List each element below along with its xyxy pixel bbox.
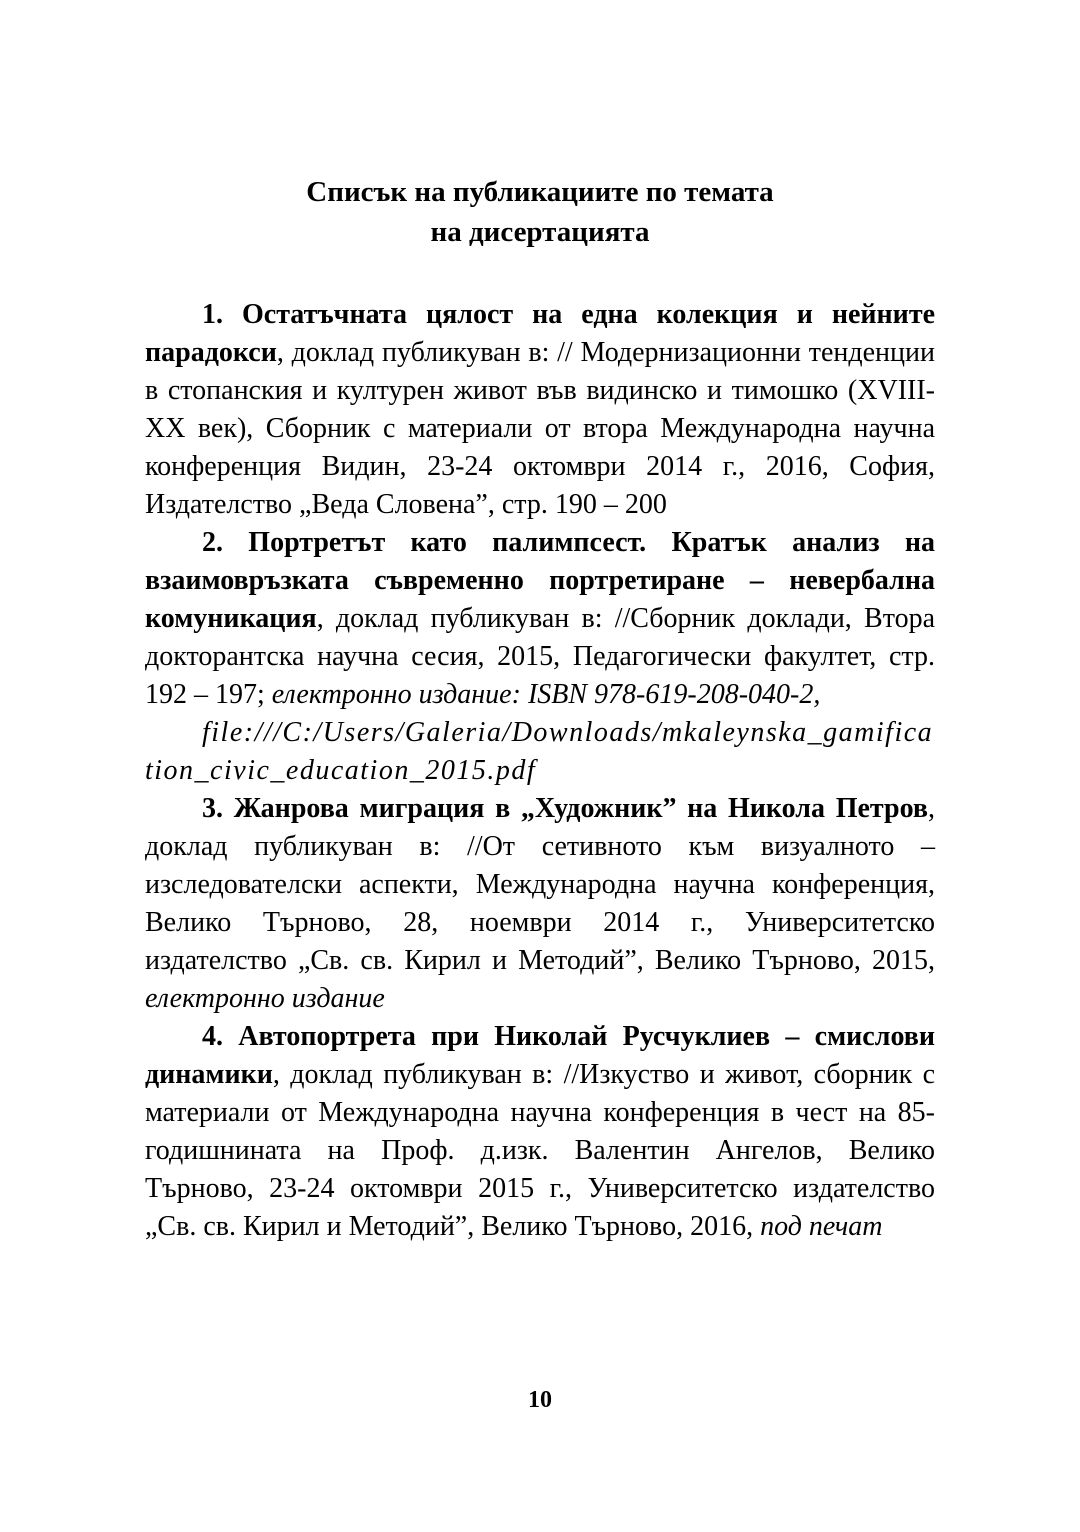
publication-2-file-path — [145, 714, 935, 790]
publication-1-details: , доклад публикуван в: // Модернизационни тенденции в стопанския и културен живот във видинско и тимошко (XVIII-XX век), Сборник с материали от втора Международна научна конференция Видин, 23-24 октомври 2014 г., 2016, София, Издателство „Веда Словена”, стр. 190 – 200 — [145, 337, 935, 520]
publication-4-print-note: под печат — [760, 1211, 883, 1242]
page-title — [145, 172, 935, 252]
publications-list — [145, 296, 935, 1246]
publication-1-title: 1. Остатъчната цялост на една колекция и нейните парадокси — [145, 299, 935, 368]
publication-3-edition-note: електронно издание — [145, 983, 385, 1014]
page-title-line-2: на дисертацията — [430, 216, 650, 248]
page-title-line-1: Списък на публикациите по темата — [306, 176, 774, 208]
publication-4-title: 4. Автопортрета при Николай Русчуклиев – смислови динамики — [145, 1021, 935, 1090]
file-path-text: file:///C:/Users/Galeria/Downloads/mkaleynska_gamification_civic_education_2015.pdf — [145, 717, 934, 786]
publication-3-details: , доклад публикуван в: //От сетивното към визуалното – изследователски аспекти, Международна научна конференция, Велико Търново, 28, ноември 2014 г., Университетско издателство „Св. св. Кирил и Методий”, Велико Търново, 2015, — [145, 793, 935, 976]
page-number: 10 — [528, 1387, 552, 1413]
publication-2-title: 2. Портретът като палимпсест. Кратък анализ на взаимовръзката съвременно портретиране – невербална комуникация — [145, 527, 935, 634]
publication-3-title: 3. Жанрова миграция в „Художник” на Никола Петров — [202, 793, 928, 824]
publication-4-details: , доклад публикуван в: //Изкуство и живот, сборник с материали от Международна научна конференция в чест на 85-годишнината на Проф. д.изк. Валентин Ангелов, Велико Търново, 23-24 октомври 2015 г., Университетско издателство „Св. св. Кирил и Методий”, Велико Търново, 2016, — [145, 1059, 935, 1242]
publication-item-1 — [145, 296, 935, 524]
publication-item-4 — [145, 1018, 935, 1246]
publication-item-2 — [145, 524, 935, 714]
publication-2-details: , доклад публикуван в: //Сборник доклади, Втора докторантска научна сесия, 2015, Педагогически факултет, стр. 192 – 197; — [145, 603, 935, 710]
publication-2-edition-note: електронно издание: ISBN 978-619-208-040-2, — [271, 679, 821, 710]
publication-item-3 — [145, 790, 935, 1018]
